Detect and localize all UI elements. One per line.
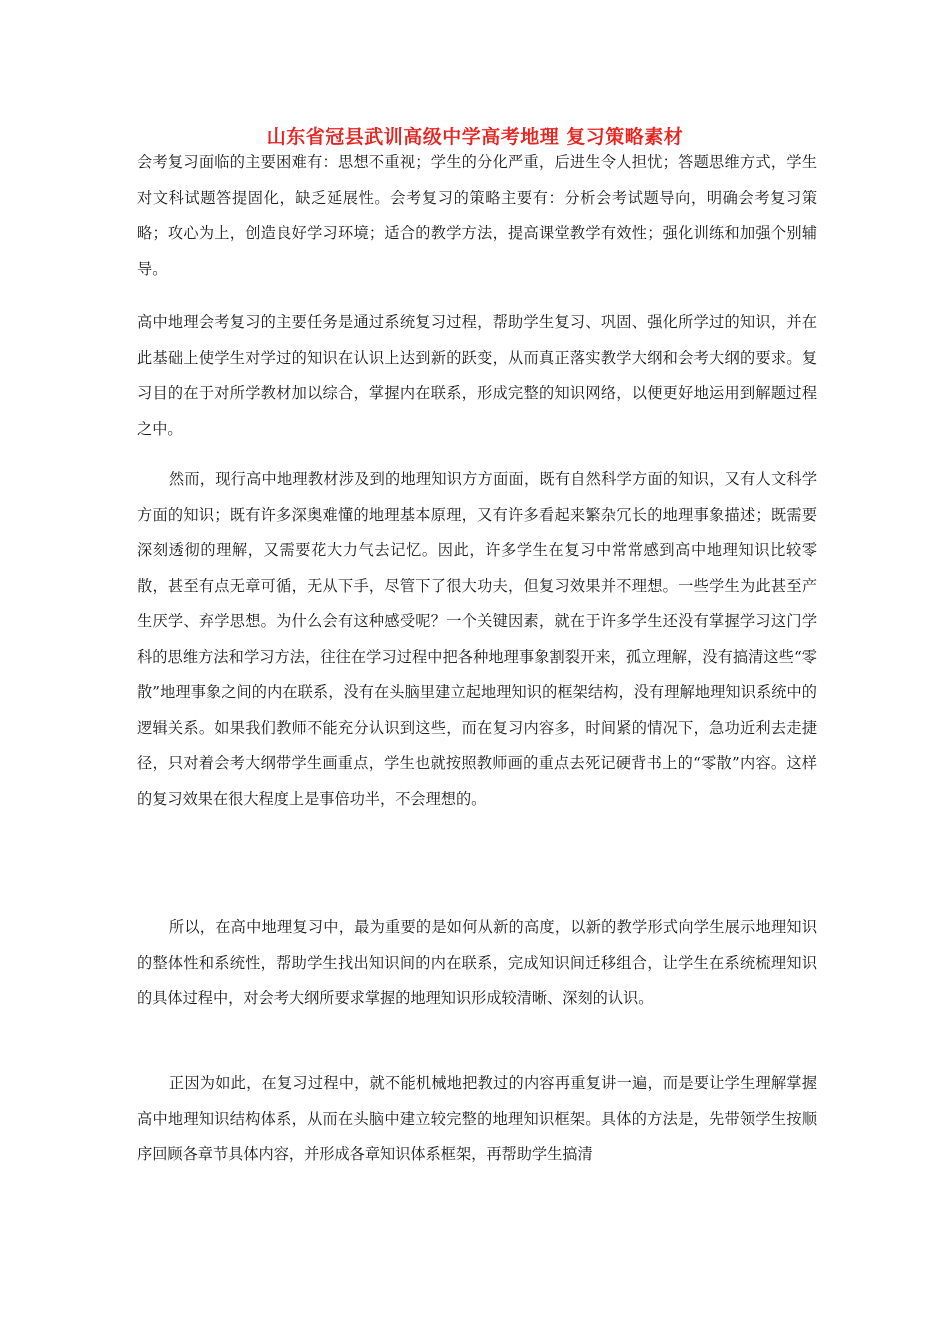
paragraph-difficulties: 会考复习面临的主要困难有：思想不重视；学生的分化严重，后进生令人担忧；答题思维方式，学生对文科试题答提固化，缺乏延展性。会考复习的策略主要有：分析会考试题导向，明确会考复习策略；攻心为上，创造良好学习环境；适合的教学方法，提高课堂教学有效性；强化训练和加强个别辅导。	[137, 153, 817, 278]
paragraph-main-task: 高中地理会考复习的主要任务是通过系统复习过程，帮助学生复习、巩固、强化所学过的知识，并在此基础上使学生对学过的知识在认识上达到新的跃变，从而真正落实教学大纲和会考大纲的要求。复习目的在于对所学教材加以综合，掌握内在联系，形成完整的知识网络，以便更好地运用到解题过程之中。	[137, 313, 817, 438]
document-title: 山东省冠县武训高级中学高考地理 复习策略素材	[266, 126, 684, 148]
paragraph-however: 然而，现行高中地理教材涉及到的地理知识方方面面，既有自然科学方面的知识，又有人文科学方面的知识；既有许多深奥难懂的地理基本原理，又有许多看起来繁杂冗长的地理事象描述；既需要深刻透彻的理解，又需要花大力气去记忆。因此，许多学生在复习中常常感到高中地理知识比较零散，甚至有点无章可循，无从下手，尽管下了很大功夫，但复习效果并不理想。一些学生为此甚至产生厌学、弃学思想。为什么会有这种感受呢？一个关键因素，就在于许多学生还没有掌握学习这门学科的思维方法和学习方法，往往在学习过程中把各种地理事象割裂开来，孤立理解，没有搞清这些“零散”地理事象之间的内在联系，没有在头脑里建立起地理知识的框架结构，没有理解地理知识系统中的逻辑关系。如果我们教师不能充分认识到这些，而在复习内容多，时间紧的情况下，急功近利去走捷径，只对着会考大纲带学生画重点，学生也就按照教师画的重点去死记硬背书上的“零散”内容。这样的复习效果在很大程度上是事倍功半，不会理想的。	[137, 470, 817, 808]
paragraph-therefore: 所以，在高中地理复习中，最为重要的是如何从新的高度，以新的教学形式向学生展示地理知识的整体性和系统性，帮助学生找出知识间的内在联系，完成知识间迁移组合，让学生在系统梳理知识的具体过程中，对会考大纲所要求掌握的地理知识形成较清晰、深刻的认识。	[137, 918, 817, 1007]
paragraph-method: 正因为如此，在复习过程中，就不能机械地把教过的内容再重复讲一遍，而是要让学生理解掌握高中地理知识结构体系，从而在头脑中建立较完整的地理知识框架。具体的方法是，先带领学生按顺序回顾各章节具体内容，并形成各章知识体系框架，再帮助学生搞清	[137, 1074, 817, 1163]
